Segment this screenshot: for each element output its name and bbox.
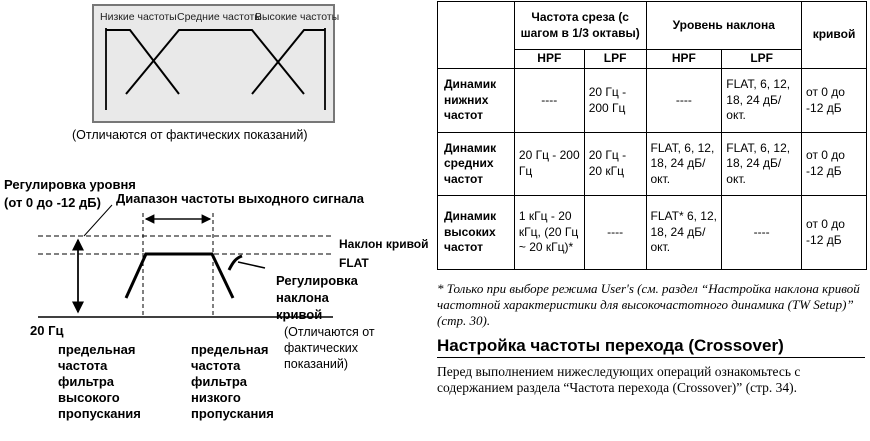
- subheader-slope-hpf: HPF: [646, 50, 722, 69]
- output-range-label: Диапазон частоты выходного сигнала: [116, 191, 364, 206]
- band-label-mid: Средние частоты: [177, 11, 262, 23]
- cell-cut-lpf: 20 Гц - 20 кГц: [584, 133, 646, 196]
- table-row: [438, 69, 867, 133]
- slope-adjust-label: Регулировка наклона кривой: [276, 273, 358, 322]
- row-name: Динамик высоких частот: [438, 196, 515, 270]
- band-label-low: Низкие частоты: [100, 11, 177, 23]
- subheader-slope-lpf: LPF: [722, 50, 802, 69]
- cell-cut-hpf: 1 кГц - 20 кГц, (20 Гц ~ 20 кГц)*: [514, 196, 584, 270]
- cell-cut-lpf: 20 Гц - 200 Гц: [584, 69, 646, 133]
- subheader-cut-hpf: HPF: [514, 50, 584, 69]
- table-header-row: [438, 2, 867, 50]
- subheader-cut-lpf: LPF: [584, 50, 646, 69]
- cell-slope-hpf: FLAT, 6, 12, 18, 24 дБ/окт.: [646, 133, 722, 196]
- header-slope: Уровень наклона: [646, 2, 802, 50]
- section-body: Перед выполнением нижеследующих операций ознакомьтесь с содержанием раздела “Частота перехода (Crossover)” (стр. 34).: [437, 364, 801, 395]
- row-name: Динамик нижних частот: [438, 69, 515, 133]
- crossover-diagram-caption: (Отличаются от фактических показаний): [72, 128, 308, 142]
- cell-slope-hpf: ----: [646, 69, 722, 133]
- freq-20hz-label: 20 Гц: [30, 323, 64, 338]
- cell-cut-lpf: ----: [584, 196, 646, 270]
- flat-label: FLAT: [339, 256, 369, 270]
- header-cutoff: Частота среза (с шагом в 1/3 октавы): [514, 2, 646, 50]
- cell-slope-lpf: FLAT, 6, 12, 18, 24 дБ/окт.: [722, 133, 802, 196]
- lpf-limit-label: предельная частота фильтра низкого пропускания: [191, 342, 274, 421]
- cell-slope-hpf: FLAT* 6, 12, 18, 24 дБ/окт.: [646, 196, 722, 270]
- cell-slope-lpf: FLAT, 6, 12, 18, 24 дБ/окт.: [722, 69, 802, 133]
- table-row: [438, 133, 867, 196]
- table-row: [438, 196, 867, 270]
- band-label-high: Высокие частоты: [255, 11, 340, 23]
- header-curve: кривой: [802, 2, 867, 69]
- level-adjust-label: Регулировка уровня (от 0 до -12 дБ): [4, 177, 136, 210]
- hpf-limit-label: предельная частота фильтра высокого пропускания: [58, 342, 141, 421]
- cell-curve: от 0 до -12 дБ: [802, 196, 867, 270]
- cell-curve: от 0 до -12 дБ: [802, 133, 867, 196]
- cell-slope-lpf: ----: [722, 196, 802, 270]
- section-title: Настройка частоты перехода (Crossover): [437, 336, 865, 358]
- row-name: Динамик средних частот: [438, 133, 515, 196]
- level-diagram-caption: (Отличаются от фактических показаний): [284, 325, 375, 371]
- crossover-spec-table: [437, 1, 867, 270]
- cell-cut-hpf: 20 Гц - 200 Гц: [514, 133, 584, 196]
- table-corner-cell: [438, 2, 515, 69]
- slope-label: Наклон кривой: [339, 237, 429, 251]
- cell-curve: от 0 до -12 дБ: [802, 69, 867, 133]
- cell-cut-hpf: ----: [514, 69, 584, 133]
- table-footnote: * Только при выборе режима User's (см. раздел “Настройка наклона кривой частотной характеристики для высокочастотного динамика (TW Setup)” (стр. 30).: [437, 281, 860, 328]
